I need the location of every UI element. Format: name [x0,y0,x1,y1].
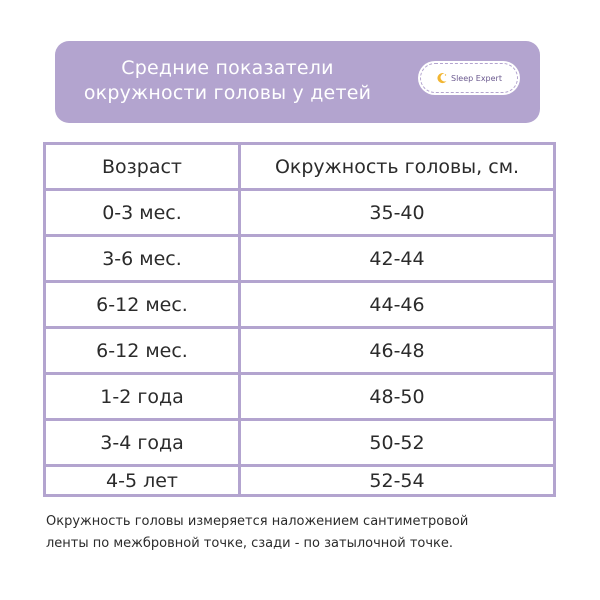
table-row [46,329,553,372]
table-header-row [46,145,553,188]
circumference-cell: 42-44 [369,247,425,270]
measurement-note [46,511,566,555]
age-cell: 4-5 лет [106,469,178,492]
moon-icon [436,72,448,84]
header-age: Возраст [102,155,182,178]
page-title [55,56,400,106]
note-line-2: ленты по межбровной точке, сзади - по затылочной точке. [46,536,454,551]
age-cell: 3-4 года [100,431,184,454]
age-cell: 6-12 мес. [96,339,188,362]
age-cell: 6-12 мес. [96,293,188,316]
note-line-1: Окружность головы измеряется наложением сантиметровой [46,514,469,529]
table-row [46,191,553,234]
circumference-cell: 35-40 [369,201,425,224]
age-cell: 0-3 мес. [102,201,182,224]
circumference-cell: 44-46 [369,293,425,316]
title-banner [55,41,540,123]
circumference-cell: 52-54 [369,469,425,492]
sleep-expert-logo [420,63,518,93]
table-row [46,421,553,464]
circumference-cell: 50-52 [369,431,425,454]
logo-text: Sleep Expert [451,73,502,83]
title-line-2: окружности головы у детей [83,82,372,104]
head-circumference-table [43,142,556,497]
table-row [46,237,553,280]
table-row [46,375,553,418]
title-line-1: Средние показатели [121,57,334,79]
circumference-cell: 46-48 [369,339,425,362]
age-cell: 3-6 мес. [102,247,182,270]
header-circumference: Окружность головы, см. [274,155,520,178]
circumference-cell: 48-50 [369,385,425,408]
table-row [46,283,553,326]
age-cell: 1-2 года [100,385,184,408]
table-row [46,467,553,494]
